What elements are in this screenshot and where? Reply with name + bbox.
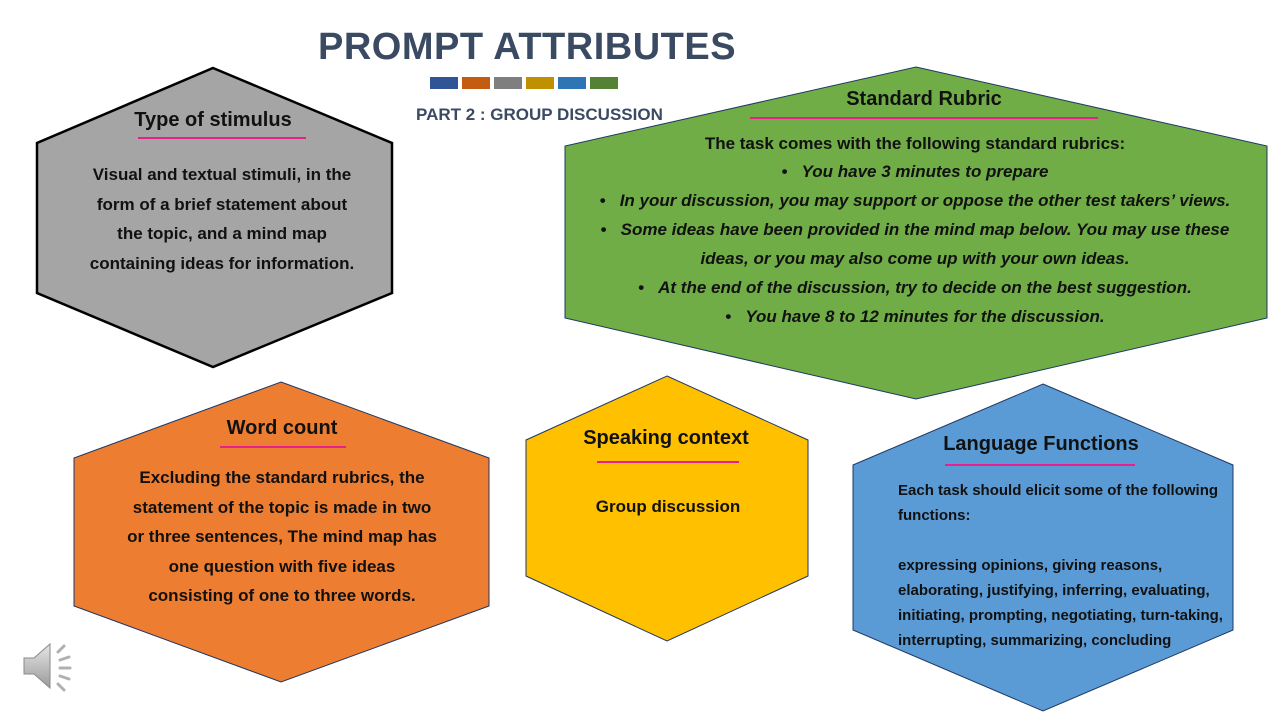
rubric-item-continuation <box>575 244 1255 273</box>
speaking-underline <box>597 461 739 463</box>
swatch <box>462 77 490 89</box>
bullet-icon: • <box>600 220 607 239</box>
rubric-item-text: You have 8 to 12 minutes for the discussion. <box>745 307 1105 326</box>
speaker-icon[interactable] <box>20 636 86 696</box>
language-function-line: initiating, prompting, negotiating, turn-taking, <box>898 607 1223 624</box>
rubric-item <box>575 273 1255 302</box>
language-text <box>898 478 1228 653</box>
spacer <box>898 528 1228 553</box>
page-title: PROMPT ATTRIBUTES <box>318 26 737 68</box>
rubric-list <box>575 130 1255 331</box>
rubric-item <box>575 186 1255 215</box>
rubric-item-text: Some ideas have been provided in the mind map below. You may use these <box>620 220 1230 239</box>
language-function-line: interrupting, summarizing, concluding <box>898 632 1172 649</box>
bullet-icon: • <box>781 162 788 181</box>
wordcount-underline <box>220 446 346 448</box>
rubric-item <box>575 302 1255 331</box>
stimulus-line: containing ideas for information. <box>89 253 355 273</box>
language-function-line: elaborating, justifying, inferring, evaluating, <box>898 582 1210 599</box>
stimulus-text <box>62 160 382 278</box>
wordcount-line: statement of the topic is made in two <box>132 497 432 517</box>
swatch <box>590 77 618 89</box>
wordcount-text <box>102 463 462 611</box>
speaking-text: Group discussion <box>595 497 741 516</box>
language-underline <box>945 464 1135 466</box>
language-title: Language Functions <box>943 433 1139 455</box>
wordcount-line: or three sentences, The mind map has <box>127 527 437 546</box>
page-subtitle: PART 2 : GROUP DISCUSSION <box>416 105 663 124</box>
bullet-icon: • <box>638 278 645 297</box>
bullet-icon: • <box>599 191 606 210</box>
stimulus-title: Type of stimulus <box>134 109 292 131</box>
rubric-item-text: In your discussion, you may support or oppose the other test takers’ views. <box>619 191 1231 210</box>
rubric-item-text: ideas, or you may also come up with your own ideas. <box>700 249 1130 268</box>
bullet-icon: • <box>725 307 732 326</box>
rubric-title: Standard Rubric <box>846 88 1002 110</box>
wordcount-line: Excluding the standard rubrics, the <box>139 468 425 487</box>
language-intro-line: functions: <box>898 507 971 524</box>
swatch <box>494 77 522 89</box>
color-swatches <box>430 77 618 89</box>
wordcount-title: Word count <box>226 417 338 439</box>
speaking-title: Speaking context <box>583 427 749 449</box>
stimulus-line: the topic, and a mind map <box>117 224 327 243</box>
swatch <box>558 77 586 89</box>
stimulus-line: Visual and textual stimuli, in the <box>92 165 352 184</box>
swatch <box>430 77 458 89</box>
wordcount-line: consisting of one to three words. <box>148 586 416 605</box>
rubric-intro: The task comes with the following standard rubrics: <box>704 134 1126 153</box>
stimulus-line: form of a brief statement about <box>96 194 348 214</box>
rubric-item-text: At the end of the discussion, try to decide on the best suggestion. <box>658 278 1192 297</box>
wordcount-line: one question with five ideas <box>168 556 396 576</box>
swatch <box>526 77 554 89</box>
language-function-line: expressing opinions, giving reasons, <box>898 557 1163 574</box>
stimulus-underline <box>138 137 306 139</box>
rubric-underline <box>750 117 1098 119</box>
rubric-item-text: You have 3 minutes to prepare <box>801 162 1049 181</box>
rubric-item <box>575 215 1255 244</box>
rubric-item <box>575 157 1255 186</box>
language-intro-line: Each task should elicit some of the following <box>898 482 1219 499</box>
